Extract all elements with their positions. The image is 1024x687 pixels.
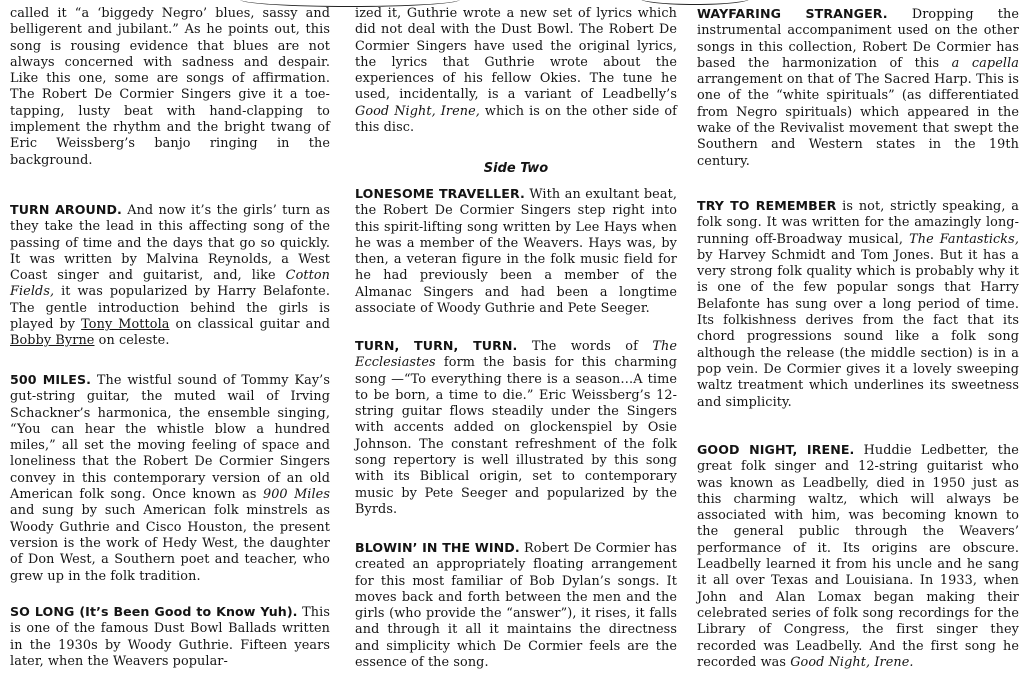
good-night-irene-entry (697, 442, 1019, 671)
paragraph-text: Robert De Cormier has created an appropriately floating arrangement for this most familiar of Bob Dylan’s songs. It moves back and forth between the men and the girls (who provide the “answer”), it rises, it falls and through it all it maintains the directness and simplicity which De Cormier feels are the essence of the song. (355, 541, 678, 671)
five-hundred-miles-entry (10, 372, 330, 585)
song-title: The Ecclesiastes (355, 339, 677, 371)
paragraph-text: Huddie Ledbetter, the great folk singer and 12-string guitarist who was known as Leadbelly, died in 1950 just as this charming waltz, which will always be associated with him, was becoming known to the general public through the Weavers’ performance of it. Its origins are obscure. Leadbelly learned it from his uncle and he sang it all over Texas and Louisiana. In 1933, when John and Alan Lomax began making their celebrated series of folk song recordings for the Library of Congress, the first singer they recorded was Leadbelly. And the first song he recorded was (697, 443, 1019, 670)
paragraph-text: on classical guitar and (169, 317, 330, 333)
decorative-arc (640, 0, 750, 5)
song-heading: WAYFARING STRANGER. (697, 6, 888, 21)
song-heading: TURN, TURN, TURN. (355, 338, 518, 353)
turn-turn-turn-entry (355, 338, 677, 518)
section-heading: Side Two (483, 161, 549, 176)
song-heading: SO LONG (It’s Been Good to Know Yuh). (10, 604, 298, 619)
song-heading: GOOD NIGHT, IRENE. (697, 442, 855, 457)
lonesome-traveller-entry (355, 186, 677, 317)
paragraph-text: by Harvey Schmidt and Tom Jones. But it has a very strong folk quality which is probably why it is one of the few popular songs that Harry Belafonte has sung over a long period of time. Its folkishness derives from the fact that its chord progressions sound like a folk song although the release (the middle section) is in a pop vein. De Cormier gives it a lovely sweeping waltz treatment which underlines its sweetness and simplicity. (697, 247, 1019, 410)
paragraph-text: This is one of the famous Dust Bowl Ballads written in the 1930s by Woody Guthrie. Fifteen years later, when the Weavers popular- (10, 605, 330, 669)
paragraph-text: on celeste. (94, 333, 170, 349)
paragraph-text: which is on the other side of this disc. (355, 103, 677, 136)
musician-name: Tony Mottola (81, 317, 170, 333)
biggedy-paragraph (10, 6, 330, 169)
paragraph-text: And now it’s the girls’ turn as they take the lead in this affecting song of the passing of time and the days that go so quickly. It was written by Malvina Reynolds, a West Coast singer and guitarist, and, like (10, 203, 330, 284)
musician-name: Bobby Byrne (10, 333, 95, 349)
paragraph-text: it was popularized by Harry Belafonte. The gentle introduction behind the girls is played by (10, 284, 330, 333)
song-heading: TURN AROUND. (10, 202, 122, 217)
paragraph-text: arrangement on that of The Sacred Harp. This is one of the “white spirituals” (as differentiated from Negro spirituals) which appeared in the wake of the Revivalist movement that swept the Southern and Western states in the 19th century. (697, 72, 1019, 169)
song-heading: BLOWIN’ IN THE WIND. (355, 540, 520, 555)
paragraph-text: Dropping the instrumental accompaniment used on the other songs in this collection, Robert De Cormier has based the harmonization of this (697, 7, 1020, 71)
paragraph-text: and sung by such American folk minstrels as Woody Guthrie and Cisco Houston, the present version is the work of Hedy West, the daughter of Don West, a Southern poet and teacher, who grew up in the folk tradition. (10, 503, 330, 584)
paragraph-text: The words of (517, 339, 653, 354)
song-title: The Fantasticks, (909, 231, 1019, 247)
song-title: a capella (951, 55, 1019, 71)
so-long-continued (355, 6, 677, 136)
song-title: 900 Miles (262, 487, 330, 503)
turn-around-entry (10, 202, 330, 350)
song-title: Cotton Fields, (10, 268, 330, 300)
song-heading: 500 MILES. (10, 372, 92, 387)
paragraph-text: called it “a ‘biggedy Negro’ blues, sassy and belligerent and jubilant.” As he points out, this song is rousing evidence that blues are not always concerned with sadness and despair. Like this one, some are songs of affirmation. The Robert De Cormier Singers give it a toe-tapping, lusty beat with hand-clapping to implement the rhythm and the bright twang of Eric Weissberg’s banjo ringing in the background. (10, 6, 330, 168)
blowin-in-the-wind-entry (355, 540, 677, 671)
paragraph-text: With an exultant beat, the Robert De Cormier Singers step right into this spirit-lifting song written by Lee Hays when he was a member of the Weavers. Hays was, by then, a veteran figure in the folk music field for he had previously been a member of the Almanac Singers and had been a longtime associate of Woody Guthrie and Pete Seeger. (355, 187, 677, 317)
song-title: Good Night, Irene, (355, 103, 480, 119)
wayfaring-stranger-entry (697, 6, 1019, 170)
paragraph-text: is not, strictly speaking, a folk song. It was written for the amazingly long-running off-Broadway musical, (697, 199, 1020, 247)
try-to-remember-entry (697, 198, 1019, 411)
song-title: Good Night, Irene. (790, 654, 914, 670)
paragraph-text: form the basis for this charming song —“To everything there is a season…A time to be born, a time to die.” Eric Weissberg’s 12-string guitar flows steadily under the Singers with accents added on glockenspiel by Osie Johnson. The constant refreshment of the folk song repertory is well illustrated by this song with its Biblical origin, set to contemporary music by Pete Seeger and popularized by the Byrds. (355, 355, 677, 517)
so-long-entry (10, 604, 330, 670)
paragraph-text: The wistful sound of Tommy Kay’s gut-string guitar, the muted wail of Irving Schackner’s harmonica, the ensemble singing, “You can hear the whistle blow a hundred miles,” all set the moving feeling of space and loneliness that the Robert De Cormier Singers convey in this contemporary version of an old American folk song. Once known as (10, 373, 330, 503)
song-heading: TRY TO REMEMBER (697, 198, 837, 213)
song-heading: LONESOME TRAVELLER. (355, 186, 525, 201)
paragraph-text: ized it, Guthrie wrote a new set of lyrics which did not deal with the Dust Bowl. The Robert De Cormier Singers have used the original lyrics, the lyrics that Guthrie wrote about the experiences of his fellow Okies. The tune he used, incidentally, is a variant of Leadbelly’s (355, 6, 677, 103)
